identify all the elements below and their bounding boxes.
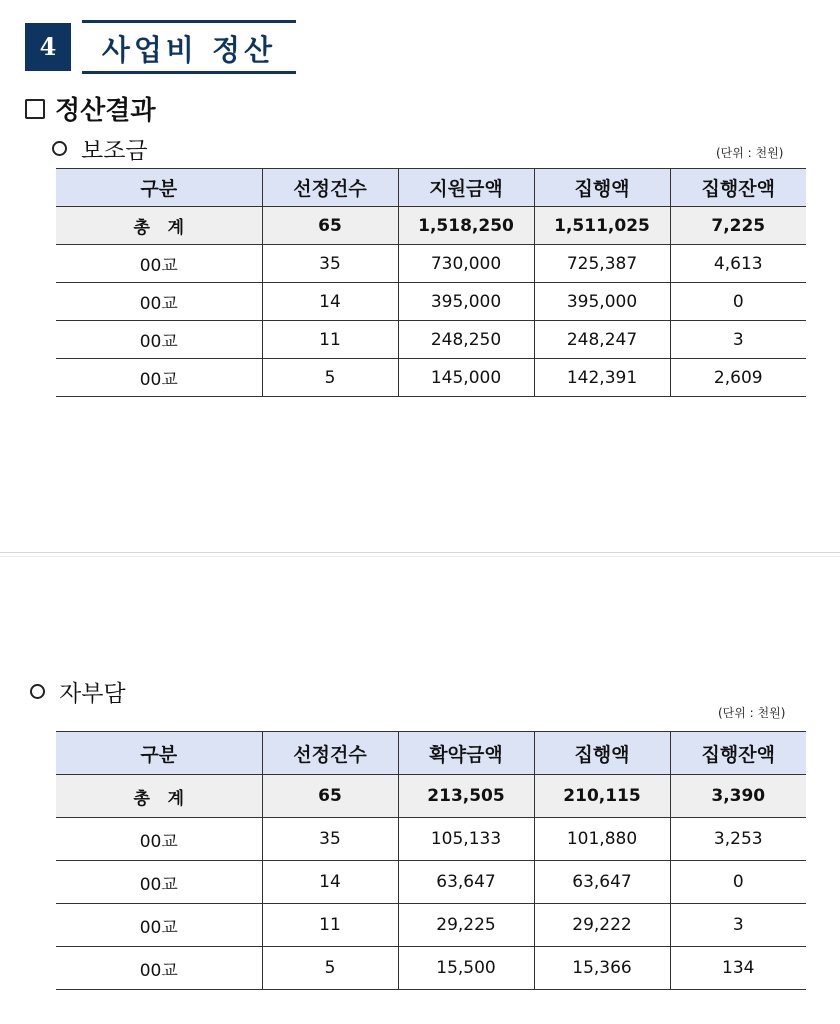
balance-cell: 134 [670,947,806,990]
amount-cell: 248,250 [398,321,534,359]
column-header: 집행잔액 [670,732,806,775]
balance-cell: 3 [670,321,806,359]
checkbox-icon [25,99,45,119]
total-count: 65 [262,775,398,818]
school-label: 00교 [56,359,262,397]
total-balance: 3,390 [670,775,806,818]
amount-cell: 15,500 [398,947,534,990]
table-row [56,861,806,904]
section-number: 4 [25,23,71,71]
school-label: 00교 [56,904,262,947]
subsidy-table [56,168,806,397]
school-label: 00교 [56,818,262,861]
executed-cell: 142,391 [534,359,670,397]
amount-cell: 105,133 [398,818,534,861]
table-header-row [56,732,806,775]
result-heading [25,90,155,127]
total-row [56,775,806,818]
count-cell: 11 [262,321,398,359]
count-cell: 35 [262,245,398,283]
column-header: 집행잔액 [670,169,806,207]
amount-cell: 29,225 [398,904,534,947]
column-header: 집행액 [534,732,670,775]
amount-cell: 145,000 [398,359,534,397]
column-header: 선정건수 [262,169,398,207]
table-row [56,818,806,861]
executed-cell: 395,000 [534,283,670,321]
self-burden-table [56,731,806,990]
amount-cell: 63,647 [398,861,534,904]
executed-cell: 15,366 [534,947,670,990]
count-cell: 35 [262,818,398,861]
school-label: 00교 [56,283,262,321]
table-row [56,359,806,397]
balance-cell: 3 [670,904,806,947]
total-row [56,207,806,245]
table-row [56,947,806,990]
count-cell: 14 [262,283,398,321]
column-header: 구분 [56,169,262,207]
section-title: 사업비 정산 [101,33,277,67]
self-burden-subheading [30,675,126,708]
balance-cell: 0 [670,861,806,904]
executed-cell: 29,222 [534,904,670,947]
self-burden-unit: (단위 : 천원) [718,706,786,720]
school-label: 00교 [56,321,262,359]
executed-cell: 248,247 [534,321,670,359]
column-header: 선정건수 [262,732,398,775]
balance-cell: 3,253 [670,818,806,861]
table-header-row [56,169,806,207]
executed-cell: 63,647 [534,861,670,904]
page-divider [0,552,840,553]
column-header: 확약금액 [398,732,534,775]
amount-cell: 395,000 [398,283,534,321]
balance-cell: 4,613 [670,245,806,283]
executed-cell: 725,387 [534,245,670,283]
total-executed: 1,511,025 [534,207,670,245]
section-title-box [82,20,296,74]
school-label: 00교 [56,245,262,283]
amount-cell: 730,000 [398,245,534,283]
self-burden-title: 자부담 [59,681,126,707]
subsidy-title: 보조금 [81,138,148,164]
subsidy-subheading [52,132,148,165]
total-count: 65 [262,207,398,245]
balance-cell: 0 [670,283,806,321]
page-divider [0,556,840,557]
count-cell: 11 [262,904,398,947]
total-balance: 7,225 [670,207,806,245]
total-label: 총 계 [56,207,262,245]
circle-bullet-icon [52,141,67,156]
table-row [56,904,806,947]
school-label: 00교 [56,947,262,990]
school-label: 00교 [56,861,262,904]
count-cell: 5 [262,947,398,990]
column-header: 집행액 [534,169,670,207]
table-row [56,321,806,359]
section-header [25,20,297,74]
result-heading-text: 정산결과 [55,96,156,126]
total-label: 총 계 [56,775,262,818]
executed-cell: 101,880 [534,818,670,861]
table-row [56,245,806,283]
count-cell: 14 [262,861,398,904]
column-header: 구분 [56,732,262,775]
total-amount: 1,518,250 [398,207,534,245]
count-cell: 5 [262,359,398,397]
subsidy-unit: (단위 : 천원) [716,146,784,160]
column-header: 지원금액 [398,169,534,207]
table-row [56,283,806,321]
balance-cell: 2,609 [670,359,806,397]
total-executed: 210,115 [534,775,670,818]
total-amount: 213,505 [398,775,534,818]
circle-bullet-icon [30,684,45,699]
